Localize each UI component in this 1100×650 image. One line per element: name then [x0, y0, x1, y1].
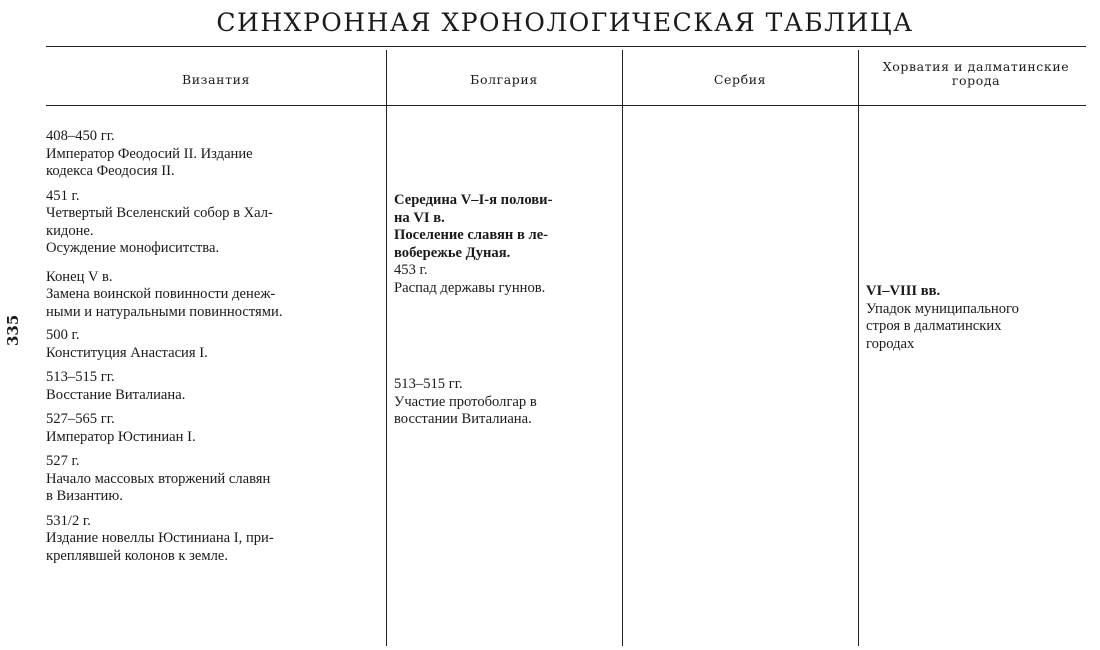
- croatia-column: [866, 283, 1090, 353]
- column-divider-2: [622, 50, 623, 646]
- entry-text: Издание новеллы Юстиниана I, при- креплявшей колонов к земле.: [46, 530, 274, 564]
- entry-text: Император Феодосий II. Издание кодекса Феодосия II.: [46, 145, 253, 179]
- byz-entry: [46, 453, 374, 506]
- header-bulgaria: Болгария: [470, 72, 538, 87]
- entry-date: 531/2 г.: [46, 512, 91, 529]
- entry-text: Восстание Виталиана.: [46, 386, 186, 403]
- bul-entry: [394, 262, 618, 297]
- byz-entry: [46, 327, 374, 362]
- bulgaria-bold-text: Поселение славян в ле- вобережье Дуная.: [394, 227, 549, 261]
- croatia-text: Упадок муниципального строя в далматинских городах: [866, 300, 1019, 352]
- column-divider-1: [386, 50, 387, 646]
- byz-entry: [46, 411, 374, 446]
- page-title: СИНХРОННАЯ ХРОНОЛОГИЧЕСКАЯ ТАБЛИЦА: [216, 8, 914, 37]
- entry-text: Четвертый Вселенский собор в Хал- кидоне. Осуждение монофиситства.: [46, 205, 273, 256]
- column-divider-3: [858, 50, 859, 646]
- entry-text: Участие протоболгар в восстании Виталиана.: [394, 393, 537, 427]
- entry-text: Распад державы гуннов.: [394, 279, 546, 296]
- entry-date: 513–515 гг.: [46, 369, 115, 385]
- byz-entry: [46, 513, 374, 566]
- header-serbia: Сербия: [713, 72, 767, 87]
- entry-text: Замена воинской повинности денеж- ными и натуральными повинностями.: [46, 286, 283, 320]
- byz-entry: [46, 128, 374, 181]
- header-croatia: Хорватия и далматинские города: [882, 59, 1070, 88]
- bul-entry: [394, 376, 618, 429]
- entry-text: Конституция Анастасия I.: [46, 344, 208, 361]
- entry-date: 527 г.: [46, 453, 80, 469]
- table-top-rule: [46, 46, 1086, 47]
- entry-date: 500 г.: [46, 327, 80, 343]
- entry-date: 408–450 гг.: [46, 128, 115, 144]
- croatia-date: VI–VIII вв.: [866, 283, 941, 299]
- bulgaria-column: [394, 192, 618, 429]
- byz-entry: [46, 188, 374, 258]
- byz-entry: [46, 269, 374, 322]
- header-bottom-rule: [46, 105, 1086, 106]
- entry-text: Начало массовых вторжений славян в Византию.: [46, 470, 271, 504]
- entry-date: 451 г.: [46, 187, 80, 204]
- entry-date: 453 г.: [394, 262, 428, 278]
- entry-text: Император Юстиниан I.: [46, 428, 196, 445]
- entry-date: 527–565 гг.: [46, 411, 115, 427]
- header-byzantium: Византия: [181, 72, 251, 87]
- page-number: 335: [4, 314, 22, 346]
- byz-entry: [46, 369, 374, 404]
- entry-date: Конец V в.: [46, 268, 113, 285]
- byzantium-column: [46, 128, 374, 565]
- entry-date: 513–515 гг.: [394, 376, 463, 392]
- bulgaria-bold-date: Середина V–I-я полови- на VI в.: [394, 192, 553, 226]
